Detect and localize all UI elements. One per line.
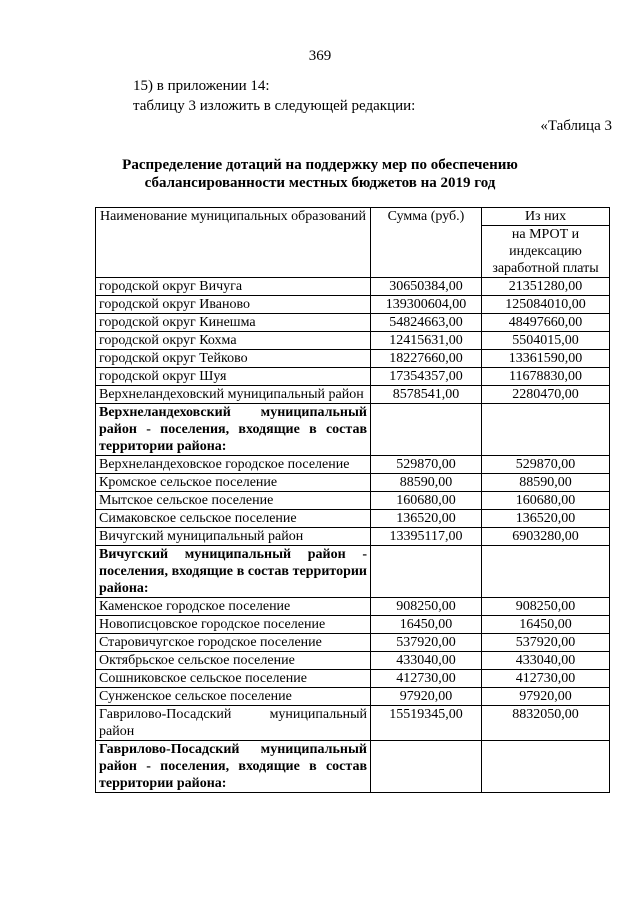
cell-mrot: 16450,00 xyxy=(482,616,610,634)
cell-municipality-name: городской округ Вичуга xyxy=(96,278,371,296)
cell-sum: 13395117,00 xyxy=(371,528,482,546)
cell-municipality-name: Верхнеландеховский муниципальный район xyxy=(96,386,371,404)
cell-mrot xyxy=(482,546,610,598)
table-row xyxy=(96,492,610,510)
cell-mrot xyxy=(482,741,610,793)
table-row xyxy=(96,510,610,528)
cell-sum xyxy=(371,404,482,456)
title-line-1: Распределение дотаций на поддержку мер по обеспечению xyxy=(122,157,518,173)
table-row xyxy=(96,706,610,741)
header-name: Наименование муниципальных образований xyxy=(96,208,371,278)
table-reference: «Таблица 3 xyxy=(540,118,612,134)
cell-municipality-name: городской округ Иваново xyxy=(96,296,371,314)
cell-sum: 537920,00 xyxy=(371,634,482,652)
table-row xyxy=(96,670,610,688)
cell-municipality-name: Верхнеландеховское городское поселение xyxy=(96,456,371,474)
table-row xyxy=(96,456,610,474)
cell-municipality-name: Гаврилово-Посадский муниципальный район xyxy=(96,706,371,741)
cell-mrot: 412730,00 xyxy=(482,670,610,688)
cell-mrot: 48497660,00 xyxy=(482,314,610,332)
cell-sum: 18227660,00 xyxy=(371,350,482,368)
cell-mrot: 88590,00 xyxy=(482,474,610,492)
table-row xyxy=(96,332,610,350)
cell-municipality-name: Октябрьское сельское поселение xyxy=(96,652,371,670)
table-row xyxy=(96,652,610,670)
cell-sum: 12415631,00 xyxy=(371,332,482,350)
cell-mrot: 125084010,00 xyxy=(482,296,610,314)
cell-mrot: 11678830,00 xyxy=(482,368,610,386)
cell-sum: 16450,00 xyxy=(371,616,482,634)
cell-municipality-name: Гаврилово-Посадский муниципальный район - поселения, входящие в состав территории района: xyxy=(96,741,371,793)
cell-municipality-name: Сунженское сельское поселение xyxy=(96,688,371,706)
cell-sum: 8578541,00 xyxy=(371,386,482,404)
cell-sum: 139300604,00 xyxy=(371,296,482,314)
cell-municipality-name: Сошниковское сельское поселение xyxy=(96,670,371,688)
cell-sum: 433040,00 xyxy=(371,652,482,670)
cell-mrot: 136520,00 xyxy=(482,510,610,528)
table-group-row xyxy=(96,741,610,793)
cell-municipality-name: Новописцовское городское поселение xyxy=(96,616,371,634)
cell-municipality-name: городской округ Тейково xyxy=(96,350,371,368)
cell-municipality-name: Старовичугское городское поселение xyxy=(96,634,371,652)
cell-municipality-name: Симаковское сельское поселение xyxy=(96,510,371,528)
cell-sum: 412730,00 xyxy=(371,670,482,688)
table-row xyxy=(96,350,610,368)
table-row xyxy=(96,598,610,616)
document-title xyxy=(0,156,640,192)
cell-mrot: 6903280,00 xyxy=(482,528,610,546)
table-row xyxy=(96,528,610,546)
table-group-row xyxy=(96,546,610,598)
cell-mrot: 908250,00 xyxy=(482,598,610,616)
table-row xyxy=(96,474,610,492)
cell-mrot: 529870,00 xyxy=(482,456,610,474)
cell-municipality-name: Мытское сельское поселение xyxy=(96,492,371,510)
table-row xyxy=(96,314,610,332)
header-row xyxy=(96,208,610,226)
cell-sum: 529870,00 xyxy=(371,456,482,474)
table-row xyxy=(96,386,610,404)
table-body xyxy=(96,278,610,793)
cell-sum: 136520,00 xyxy=(371,510,482,528)
table-group-row xyxy=(96,404,610,456)
cell-municipality-name: Верхнеландеховский муниципальный район - поселения, входящие в состав территории района: xyxy=(96,404,371,456)
cell-municipality-name: городской округ Кинешма xyxy=(96,314,371,332)
cell-mrot: 433040,00 xyxy=(482,652,610,670)
cell-municipality-name: Каменское городское поселение xyxy=(96,598,371,616)
cell-sum: 54824663,00 xyxy=(371,314,482,332)
cell-municipality-name: Кромское сельское поселение xyxy=(96,474,371,492)
table-row xyxy=(96,616,610,634)
cell-municipality-name: городской округ Шуя xyxy=(96,368,371,386)
cell-sum: 30650384,00 xyxy=(371,278,482,296)
cell-municipality-name: Вичугский муниципальный район - поселения, входящие в состав территории района: xyxy=(96,546,371,598)
header-sum: Сумма (руб.) xyxy=(371,208,482,278)
cell-sum: 15519345,00 xyxy=(371,706,482,741)
cell-sum: 88590,00 xyxy=(371,474,482,492)
cell-sum: 908250,00 xyxy=(371,598,482,616)
cell-sum: 160680,00 xyxy=(371,492,482,510)
cell-sum xyxy=(371,546,482,598)
cell-mrot: 160680,00 xyxy=(482,492,610,510)
table-row xyxy=(96,296,610,314)
intro-line-1: 15) в приложении 14: xyxy=(133,78,270,94)
cell-mrot: 2280470,00 xyxy=(482,386,610,404)
cell-mrot xyxy=(482,404,610,456)
subsidy-table xyxy=(95,207,610,793)
cell-sum: 17354357,00 xyxy=(371,368,482,386)
cell-mrot: 13361590,00 xyxy=(482,350,610,368)
cell-municipality-name: городской округ Кохма xyxy=(96,332,371,350)
cell-mrot: 5504015,00 xyxy=(482,332,610,350)
header-mrot: на МРОТ и индексацию заработной платы xyxy=(482,226,610,278)
cell-sum: 97920,00 xyxy=(371,688,482,706)
table-row xyxy=(96,278,610,296)
intro-line-2: таблицу 3 изложить в следующей редакции: xyxy=(133,98,416,114)
table-row xyxy=(96,634,610,652)
cell-municipality-name: Вичугский муниципальный район xyxy=(96,528,371,546)
cell-mrot: 97920,00 xyxy=(482,688,610,706)
cell-mrot: 8832050,00 xyxy=(482,706,610,741)
table-row xyxy=(96,368,610,386)
table-row xyxy=(96,688,610,706)
title-line-2: сбалансированности местных бюджетов на 2019 год xyxy=(144,175,496,191)
cell-sum xyxy=(371,741,482,793)
header-of-them: Из них xyxy=(482,208,610,226)
cell-mrot: 537920,00 xyxy=(482,634,610,652)
cell-mrot: 21351280,00 xyxy=(482,278,610,296)
page-number: 369 xyxy=(308,48,332,64)
